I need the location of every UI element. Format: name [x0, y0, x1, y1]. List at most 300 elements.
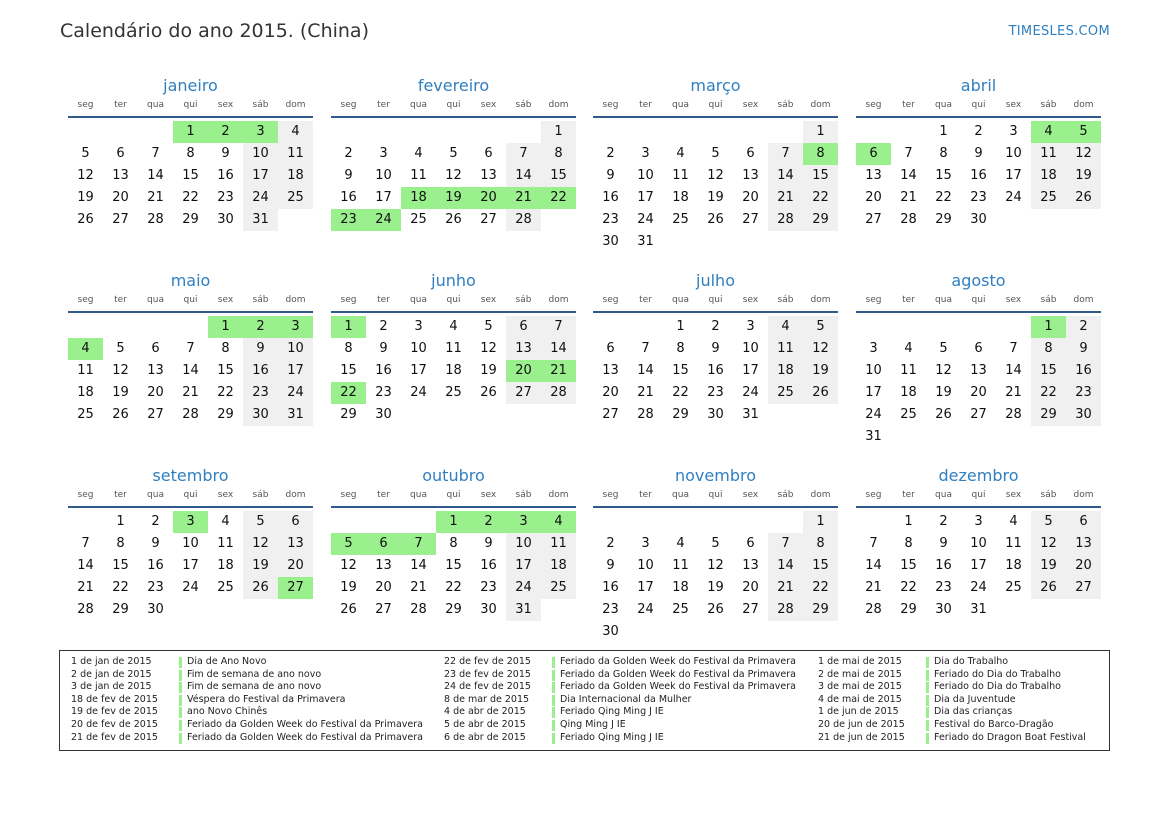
weekday-header	[331, 100, 576, 114]
month-name: fevereiro	[417, 76, 490, 95]
holiday-marker	[179, 720, 182, 731]
holiday-marker	[552, 695, 555, 706]
day-cell: 14	[77, 558, 94, 573]
holiday-name: Fim de semana de ano novo	[187, 681, 322, 693]
holiday-name: Qing Ming J IE	[560, 718, 626, 730]
day-cell: 15	[935, 168, 952, 183]
day-cell: 12	[112, 363, 129, 378]
day-cell: 2	[974, 124, 983, 139]
day-cell: 18	[541, 555, 576, 577]
day-cell: 5	[116, 341, 125, 356]
day-cell: 20	[278, 555, 313, 577]
day-cell: 9	[151, 536, 160, 551]
day-cell: 20	[602, 385, 619, 400]
day-cell: 6	[606, 341, 615, 356]
day-cell: 17	[410, 363, 427, 378]
day-cell: 31	[506, 599, 541, 621]
weekday-header	[331, 295, 576, 309]
holiday-marker	[926, 733, 929, 744]
day-cell: 24	[410, 385, 427, 400]
holiday-name: Feriado do Dragon Boat Festival	[934, 731, 1086, 743]
holiday-marker	[179, 682, 182, 693]
holiday-date: 5 de abr de 2015	[444, 718, 526, 730]
day-cell: 23	[480, 580, 497, 595]
day-cell: 19	[1066, 165, 1101, 187]
day-cell: 14	[541, 338, 576, 360]
day-cell-holiday: 7	[401, 533, 436, 555]
day-cell-holiday: 4	[541, 511, 576, 533]
weekday-label: dom	[1073, 490, 1094, 500]
day-cell: 19	[707, 580, 724, 595]
day-cell: 9	[221, 146, 230, 161]
weekday-label: sex	[217, 295, 234, 305]
day-cell: 26	[243, 577, 278, 599]
holiday-legend	[59, 650, 1110, 751]
weekday-label: qui	[971, 100, 986, 110]
day-cell: 13	[865, 168, 882, 183]
month-name: outubro	[422, 466, 485, 485]
day-cell-holiday: 1	[1031, 316, 1066, 338]
day-cell: 21	[768, 577, 803, 599]
day-cell: 17	[970, 558, 987, 573]
day-cell: 9	[711, 341, 720, 356]
day-cell: 11	[541, 533, 576, 555]
holiday-date: 4 de mai de 2015	[818, 693, 902, 705]
weekday-label: ter	[902, 100, 915, 110]
day-cell: 17	[637, 580, 654, 595]
weekday-label: sex	[742, 100, 759, 110]
day-cell: 7	[81, 536, 90, 551]
day-cell: 20	[742, 580, 759, 595]
day-cell: 10	[243, 143, 278, 165]
day-cell: 19	[340, 580, 357, 595]
day-cell-holiday: 1	[331, 316, 366, 338]
day-cell: 8	[116, 536, 125, 551]
holiday-marker	[926, 657, 929, 668]
day-cell: 6	[974, 341, 983, 356]
day-cell: 25	[1031, 187, 1066, 209]
weekday-label: sex	[217, 490, 234, 500]
weekday-label: sex	[480, 295, 497, 305]
day-cell: 10	[865, 363, 882, 378]
day-cell-holiday: 21	[541, 360, 576, 382]
day-cell-holiday: 1	[173, 121, 208, 143]
day-cell: 11	[77, 363, 94, 378]
day-cell: 29	[340, 407, 357, 422]
day-cell: 16	[147, 558, 164, 573]
holiday-date: 20 de jun de 2015	[818, 718, 905, 730]
weekday-header	[856, 295, 1101, 309]
weekday-label: seg	[340, 295, 357, 305]
day-cell-holiday: 27	[278, 577, 313, 599]
holiday-date: 1 de jun de 2015	[818, 706, 899, 718]
weekday-header	[593, 100, 838, 114]
weekday-label: dom	[285, 490, 306, 500]
day-cell: 24	[637, 212, 654, 227]
day-cell: 13	[970, 363, 987, 378]
day-cell: 26	[445, 212, 462, 227]
day-cell: 26	[803, 382, 838, 404]
weekday-label: sex	[1005, 295, 1022, 305]
day-cell: 8	[344, 341, 353, 356]
holiday-date: 1 de mai de 2015	[818, 656, 902, 667]
weekday-label: qui	[446, 490, 461, 500]
day-cell: 10	[278, 338, 313, 360]
holiday-date: 21 de fev de 2015	[71, 731, 158, 743]
day-cell: 23	[147, 580, 164, 595]
holiday-marker	[179, 707, 182, 718]
day-cell: 18	[768, 360, 803, 382]
holiday-name: Véspera do Festival da Primavera	[187, 693, 346, 705]
weekday-header	[593, 295, 838, 309]
holiday-name: Dia de Ano Novo	[187, 656, 267, 667]
holiday-name: Feriado do Dia do Trabalho	[934, 668, 1061, 680]
day-cell: 16	[602, 580, 619, 595]
day-cell: 20	[375, 580, 392, 595]
day-cell: 25	[445, 385, 462, 400]
day-cell: 4	[676, 536, 685, 551]
day-cell: 6	[746, 146, 755, 161]
holiday-date: 3 de jan de 2015	[71, 681, 152, 693]
day-cell: 19	[707, 190, 724, 205]
day-cell: 8	[803, 533, 838, 555]
day-cell: 16	[1066, 360, 1101, 382]
day-cell: 27	[602, 407, 619, 422]
day-cell: 21	[637, 385, 654, 400]
day-cell: 22	[217, 385, 234, 400]
day-cell: 5	[711, 536, 720, 551]
weekday-label: seg	[602, 490, 619, 500]
day-cell: 21	[865, 580, 882, 595]
holiday-marker	[926, 682, 929, 693]
day-cell: 12	[445, 168, 462, 183]
day-cell: 22	[803, 577, 838, 599]
day-cell: 3	[1009, 124, 1018, 139]
weekday-label: qua	[147, 100, 164, 110]
day-cell: 7	[1009, 341, 1018, 356]
weekday-label: seg	[77, 100, 94, 110]
day-cell: 2	[711, 319, 720, 334]
day-cell: 26	[77, 212, 94, 227]
holiday-marker	[179, 657, 182, 668]
holiday-date: 21 de jun de 2015	[818, 731, 905, 743]
day-cell: 24	[637, 602, 654, 617]
day-cell: 19	[112, 385, 129, 400]
day-cell: 29	[217, 407, 234, 422]
day-cell: 12	[707, 168, 724, 183]
day-cell: 10	[637, 558, 654, 573]
weekday-label: sáb	[252, 100, 269, 110]
day-cell: 23	[217, 190, 234, 205]
day-cell: 16	[243, 360, 278, 382]
day-cell-holiday: 24	[366, 209, 401, 231]
day-cell: 12	[803, 338, 838, 360]
site-link[interactable]: TIMESLES.COM	[1008, 24, 1110, 39]
day-cell: 17	[375, 190, 392, 205]
day-cell: 29	[112, 602, 129, 617]
day-cell: 13	[742, 168, 759, 183]
day-cell: 27	[112, 212, 129, 227]
holiday-marker	[552, 707, 555, 718]
day-cell: 7	[151, 146, 160, 161]
holiday-marker	[926, 720, 929, 731]
holiday-marker	[552, 682, 555, 693]
day-cell: 17	[742, 363, 759, 378]
day-cell: 14	[182, 363, 199, 378]
day-cell: 22	[803, 187, 838, 209]
weekday-label: seg	[77, 295, 94, 305]
day-cell-holiday: 6	[856, 143, 891, 165]
day-cell: 10	[637, 168, 654, 183]
day-cell: 11	[445, 341, 462, 356]
day-cell: 8	[904, 536, 913, 551]
weekday-label: dom	[285, 295, 306, 305]
month-divider	[331, 116, 576, 118]
day-cell: 12	[77, 168, 94, 183]
month-divider	[331, 506, 576, 508]
holiday-date: 2 de jan de 2015	[71, 668, 152, 680]
day-cell: 19	[1031, 555, 1066, 577]
page-title: Calendário do ano 2015. (China)	[60, 20, 369, 42]
day-cell: 2	[606, 536, 615, 551]
day-cell: 4	[414, 146, 423, 161]
day-cell: 29	[672, 407, 689, 422]
day-cell: 28	[506, 209, 541, 231]
day-cell: 14	[147, 168, 164, 183]
day-cell: 12	[707, 558, 724, 573]
weekday-label: dom	[810, 490, 831, 500]
day-cell: 20	[970, 385, 987, 400]
day-cell: 4	[904, 341, 913, 356]
holiday-name: Dia do Trabalho	[934, 656, 1009, 667]
weekday-label: sáb	[777, 490, 794, 500]
day-cell-holiday: 2	[243, 316, 278, 338]
day-cell: 30	[480, 602, 497, 617]
holiday-name: Dia da Juventude	[934, 693, 1016, 705]
day-cell: 5	[939, 341, 948, 356]
month-name: janeiro	[163, 76, 218, 95]
weekday-label: seg	[865, 100, 882, 110]
day-cell: 8	[221, 341, 230, 356]
day-cell: 8	[1031, 338, 1066, 360]
day-cell-holiday: 23	[331, 209, 366, 231]
day-cell: 30	[707, 407, 724, 422]
day-cell: 9	[606, 558, 615, 573]
day-cell: 15	[182, 168, 199, 183]
day-cell: 25	[1005, 580, 1022, 595]
day-cell: 4	[676, 146, 685, 161]
day-cell-holiday: 20	[471, 187, 506, 209]
month-name: abril	[960, 76, 997, 95]
weekday-label: sáb	[515, 100, 532, 110]
day-cell: 13	[375, 558, 392, 573]
day-cell: 16	[935, 558, 952, 573]
day-cell: 25	[278, 187, 313, 209]
weekday-label: dom	[285, 100, 306, 110]
day-cell: 27	[147, 407, 164, 422]
day-cell-holiday: 21	[506, 187, 541, 209]
weekday-label: dom	[548, 100, 569, 110]
day-cell: 28	[637, 407, 654, 422]
day-cell: 14	[768, 555, 803, 577]
weekday-label: qua	[410, 100, 427, 110]
day-cell: 6	[484, 146, 493, 161]
weekday-label: ter	[114, 490, 127, 500]
holiday-date: 4 de abr de 2015	[444, 706, 526, 718]
day-cell: 4	[221, 514, 230, 529]
day-cell: 30	[602, 624, 619, 639]
day-cell: 7	[186, 341, 195, 356]
day-cell: 8	[676, 341, 685, 356]
weekday-label: qua	[672, 100, 689, 110]
day-cell: 15	[445, 558, 462, 573]
month-divider	[856, 506, 1101, 508]
day-cell: 28	[410, 602, 427, 617]
month-name: agosto	[951, 271, 1006, 290]
day-cell: 10	[506, 533, 541, 555]
month-name: março	[690, 76, 741, 95]
day-cell: 9	[974, 146, 983, 161]
day-cell: 25	[541, 577, 576, 599]
day-cell: 22	[112, 580, 129, 595]
month-divider	[593, 311, 838, 313]
weekday-label: seg	[340, 100, 357, 110]
day-cell: 31	[278, 404, 313, 426]
day-cell: 28	[147, 212, 164, 227]
month-name: julho	[696, 271, 735, 290]
weekday-label: seg	[602, 100, 619, 110]
weekday-header	[68, 295, 313, 309]
day-cell: 18	[672, 580, 689, 595]
day-cell: 25	[217, 580, 234, 595]
holiday-name: Feriado Qing Ming J IE	[560, 731, 664, 743]
weekday-label: qua	[410, 490, 427, 500]
day-cell: 30	[602, 234, 619, 249]
day-cell: 28	[1005, 407, 1022, 422]
weekday-label: ter	[639, 295, 652, 305]
day-cell-holiday: 18	[401, 187, 436, 209]
holiday-date: 20 de fev de 2015	[71, 718, 158, 730]
month-divider	[68, 116, 313, 118]
weekday-label: ter	[377, 100, 390, 110]
day-cell: 14	[637, 363, 654, 378]
day-cell: 22	[900, 580, 917, 595]
day-cell: 7	[904, 146, 913, 161]
holiday-marker	[552, 733, 555, 744]
day-cell: 30	[935, 602, 952, 617]
day-cell: 12	[480, 341, 497, 356]
weekday-label: dom	[810, 100, 831, 110]
day-cell: 10	[182, 536, 199, 551]
day-cell: 30	[375, 407, 392, 422]
day-cell: 16	[375, 363, 392, 378]
day-cell-holiday: 8	[803, 143, 838, 165]
weekday-label: sáb	[252, 295, 269, 305]
day-cell: 20	[742, 190, 759, 205]
day-cell: 31	[243, 209, 278, 231]
day-cell: 15	[803, 555, 838, 577]
day-cell: 27	[865, 212, 882, 227]
weekday-label: qui	[183, 490, 198, 500]
weekday-label: seg	[865, 295, 882, 305]
weekday-label: seg	[865, 490, 882, 500]
day-cell: 1	[541, 121, 576, 143]
day-cell: 4	[278, 121, 313, 143]
day-cell: 17	[1005, 168, 1022, 183]
day-cell-holiday: 3	[173, 511, 208, 533]
day-cell: 19	[243, 555, 278, 577]
day-cell: 10	[375, 168, 392, 183]
day-cell: 5	[484, 319, 493, 334]
weekday-label: qui	[183, 100, 198, 110]
weekday-label: ter	[902, 295, 915, 305]
day-cell-holiday: 4	[68, 338, 103, 360]
holiday-date: 8 de mar de 2015	[444, 693, 530, 705]
day-cell: 26	[707, 212, 724, 227]
day-cell: 11	[672, 558, 689, 573]
day-cell: 30	[243, 404, 278, 426]
day-cell: 21	[77, 580, 94, 595]
day-cell: 1	[676, 319, 685, 334]
day-cell: 24	[182, 580, 199, 595]
day-cell: 2	[151, 514, 160, 529]
day-cell: 19	[803, 360, 838, 382]
day-cell: 29	[445, 602, 462, 617]
day-cell: 20	[112, 190, 129, 205]
holiday-name: Feriado da Golden Week do Festival da Primavera	[560, 668, 796, 680]
day-cell: 21	[768, 187, 803, 209]
day-cell: 27	[742, 212, 759, 227]
day-cell: 26	[480, 385, 497, 400]
holiday-marker	[552, 720, 555, 731]
day-cell: 5	[1031, 511, 1066, 533]
month-name: setembro	[152, 466, 229, 485]
weekday-header	[856, 490, 1101, 504]
day-cell-holiday: 20	[506, 360, 541, 382]
day-cell: 18	[1005, 558, 1022, 573]
weekday-label: ter	[377, 490, 390, 500]
day-cell: 5	[711, 146, 720, 161]
day-cell: 23	[243, 382, 278, 404]
day-cell: 15	[1031, 360, 1066, 382]
day-cell: 3	[414, 319, 423, 334]
day-cell: 25	[900, 407, 917, 422]
holiday-name: Feriado Qing Ming J IE	[560, 706, 664, 718]
day-cell: 21	[900, 190, 917, 205]
weekday-label: qua	[935, 490, 952, 500]
day-cell: 22	[182, 190, 199, 205]
day-cell: 8	[186, 146, 195, 161]
holiday-date: 6 de abr de 2015	[444, 731, 526, 743]
day-cell: 14	[410, 558, 427, 573]
day-cell: 2	[1066, 316, 1101, 338]
day-cell: 21	[182, 385, 199, 400]
day-cell: 16	[340, 190, 357, 205]
holiday-marker	[179, 695, 182, 706]
day-cell: 6	[278, 511, 313, 533]
day-cell: 25	[410, 212, 427, 227]
weekday-label: ter	[377, 295, 390, 305]
day-cell: 9	[606, 168, 615, 183]
holiday-name: ano Novo Chinês	[187, 706, 268, 718]
day-cell: 31	[742, 407, 759, 422]
day-cell: 14	[768, 165, 803, 187]
weekday-label: qui	[708, 100, 723, 110]
weekday-label: sex	[1005, 490, 1022, 500]
day-cell: 27	[506, 382, 541, 404]
day-cell: 6	[151, 341, 160, 356]
day-cell: 29	[182, 212, 199, 227]
